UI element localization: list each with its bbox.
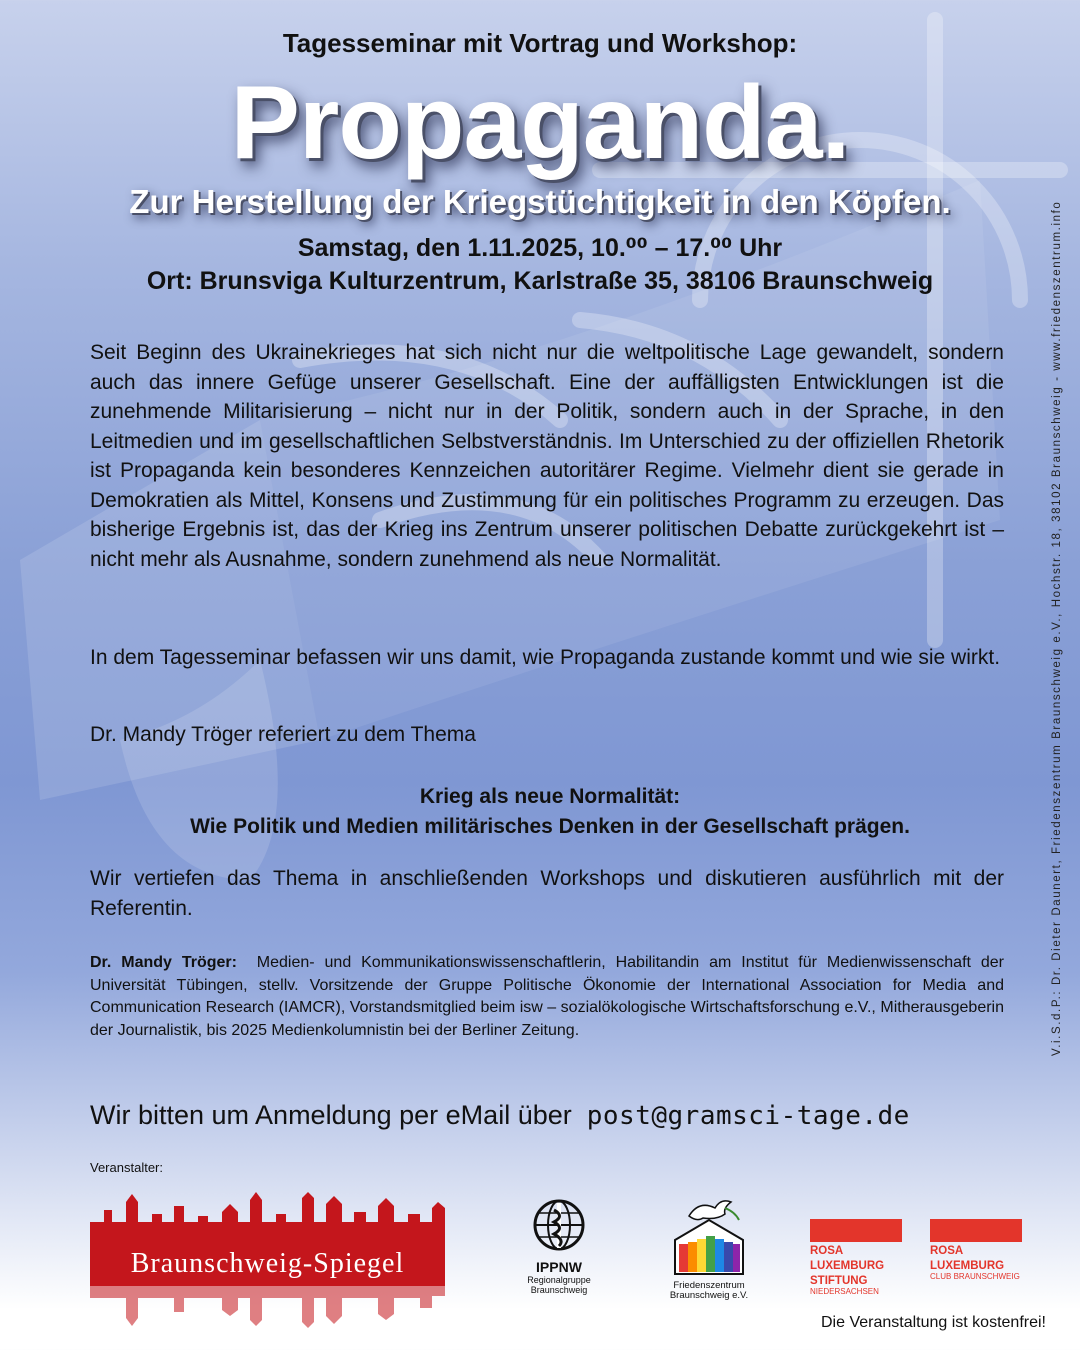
side-imprint: V.i.S.d.P.: Dr. Dieter Daunert, Friedenszentrum Braunschweig e.V., Hochstr. 18, 38102 Braunschweig - www.friedenszentrum.info xyxy=(1051,200,1063,1056)
rls-club-red-bar xyxy=(930,1219,1022,1242)
event-date: Samstag, den 1.11.2025, 10.⁰⁰ – 17.⁰⁰ Uhr xyxy=(297,234,783,262)
registration-text: Wir bitten um Anmeldung per eMail über xyxy=(90,1100,572,1130)
rls2-line3: CLUB BRAUNSCHWEIG xyxy=(930,1272,1020,1281)
event-location: Ort: Brunsviga Kulturzentrum, Karlstraße 35, 38106 Braunschweig xyxy=(146,267,934,295)
workshop-paragraph: Wir vertiefen das Thema in anschließenden Workshops und diskutieren ausführlich mit der Referentin. xyxy=(90,867,1004,920)
friedenszentrum-name-line2: Braunschweig e.V. xyxy=(669,1290,749,1301)
organizers-label: Veranstalter: xyxy=(90,1160,163,1175)
registration-note xyxy=(90,1100,910,1131)
rls2-line2: LUXEMBURG xyxy=(930,1260,1005,1272)
seminar-paragraph: In dem Tagesseminar befassen wir uns damit, wie Propaganda zustande kommt und wie sie wirkt. xyxy=(90,646,1001,669)
rls-red-bar xyxy=(810,1219,902,1242)
bio-text: Medien- und Kommunikationswissenschaftlerin, Habilitandin am Institut für Medienwissenschaft der Universität Tübingen, stellv. Vorsitzende der Gruppe Politische Ökonomie der International Association for Media and Communication Research (IAMCR), Vorstandsmitglied beim isw – sozialökologische Wirtschaftsforschung e.V., Mitherausgeberin der Journalistik, bis 2025 Medienkolumnistin bei der Berliner Zeitung. xyxy=(90,954,1004,1039)
page-title: Propaganda. xyxy=(230,65,850,181)
intro-paragraph: Seit Beginn des Ukrainekrieges hat sich nicht nur die weltpolitische Lage gewandelt, sondern auch das innere Gefüge unserer Gesellschaft. Eine der auffälligsten Entwicklungen ist die zunehmende Militarisierung – nicht nur in der Politik, sondern auch in der Sprache, in den Leitmedien und im gesellschaftlichen Selbstverständnis. Im Unterschied zu der offiziellen Rhetorik ist Propaganda kein besonderes Kennzeichen autoritärer Regime. Vielmehr dient sie gerade in Demokratien als Mittel, Konsens und Zustimmung für ein politisches Programm zu erzeugen. Das bisherige Ergebnis ist, das der Krieg ins Zentrum unserer politischen Debatte zurückgekehrt ist – nicht mehr als Ausnahme, sondern zunehmend als neue Normalität. xyxy=(90,341,1004,571)
friedenszentrum-name: Friedenszentrum xyxy=(673,1280,745,1291)
rls1-line4: NIEDERSACHSEN xyxy=(810,1287,879,1296)
braunschweig-spiegel-logo xyxy=(90,1192,445,1330)
ippnw-name: IPPNW xyxy=(536,1259,582,1275)
ippnw-logo xyxy=(500,1198,618,1316)
speaker-intro: Dr. Mandy Tröger referiert zu dem Thema xyxy=(90,723,476,746)
friedenszentrum-logo xyxy=(656,1196,762,1320)
peace-dove-house-icon xyxy=(669,1196,749,1276)
speaker-bio xyxy=(90,952,1004,1042)
free-admission-note: Die Veranstaltung ist kostenfrei! xyxy=(820,1314,1046,1331)
talk-title: Krieg als neue Normalität: xyxy=(419,785,681,808)
page-subtitle: Zur Herstellung der Kriegstüchtigkeit in den Köpfen. xyxy=(129,183,951,220)
rls1-line3: STIFTUNG xyxy=(810,1275,868,1287)
rosa-luxemburg-stiftung-logo xyxy=(810,1219,902,1297)
ippnw-subtitle: Regionalgruppe Braunschweig xyxy=(527,1275,591,1295)
globe-caduceus-icon xyxy=(532,1198,586,1252)
talk-subtitle: Wie Politik und Medien militärisches Denken in der Gesellschaft prägen. xyxy=(190,815,910,838)
rls1-line1: ROSA xyxy=(810,1245,844,1257)
event-kicker: Tagesseminar mit Vortrag und Workshop: xyxy=(282,28,798,58)
rls2-line1: ROSA xyxy=(930,1245,964,1257)
bio-name: Dr. Mandy Tröger: xyxy=(90,954,237,971)
braunschweig-spiegel-wordmark: Braunschweig-Spiegel xyxy=(130,1248,405,1279)
registration-email-link[interactable]: post@gramsci-tage.de xyxy=(586,1101,910,1131)
rls1-line2: LUXEMBURG xyxy=(810,1260,885,1272)
rosa-luxemburg-club-logo xyxy=(930,1219,1022,1282)
